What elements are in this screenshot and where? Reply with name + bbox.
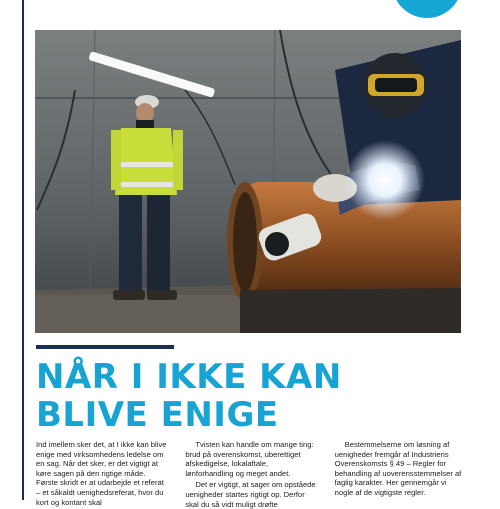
body-paragraph: Bestemmelserne om løsning af uenigheder fremgår af Industriens Overenskomsts § 49 – Regler for behandling af uoverensstemmelser af faglig karakter. Her gennemgår vi nogle af de vigtigste regler. [334, 440, 462, 497]
body-columns [36, 440, 466, 509]
body-paragraph: Ind imellem sker det, at I ikke kan blive enige med virksomhedens ledelse om en sag. Når det sker, er det vigtigt at køre sagen på den rigtige måde. Første skridt er at udarbejde et referat – et såkaldt uenighedsreferat, hvor du kort og kontant skal [36, 440, 167, 507]
body-paragraph: Det er vigtigt, at sager om opståede uenigheder startes rigtigt op. Derfor skal du så vidt muligt drøfte [185, 480, 316, 509]
body-column-1 [36, 440, 167, 507]
body-column-2 [185, 440, 316, 509]
article-headline [36, 358, 476, 434]
header-photo [35, 30, 461, 333]
headline-accent-bar [36, 345, 174, 349]
headline-line-2: BLIVE ENIGE [36, 395, 279, 435]
left-margin-rule [22, 0, 24, 500]
body-column-3 [335, 440, 466, 500]
body-paragraph: Tvisten kan handle om mange ting: brud på overenskomst, uberettiget afskedigelse, lokalaftale, lønforhandling og meget andet. [185, 440, 314, 478]
industrial-welding-photo-icon [35, 30, 461, 333]
headline-line-1: NÅR I IKKE KAN [36, 357, 342, 397]
corner-badge [392, 0, 462, 18]
